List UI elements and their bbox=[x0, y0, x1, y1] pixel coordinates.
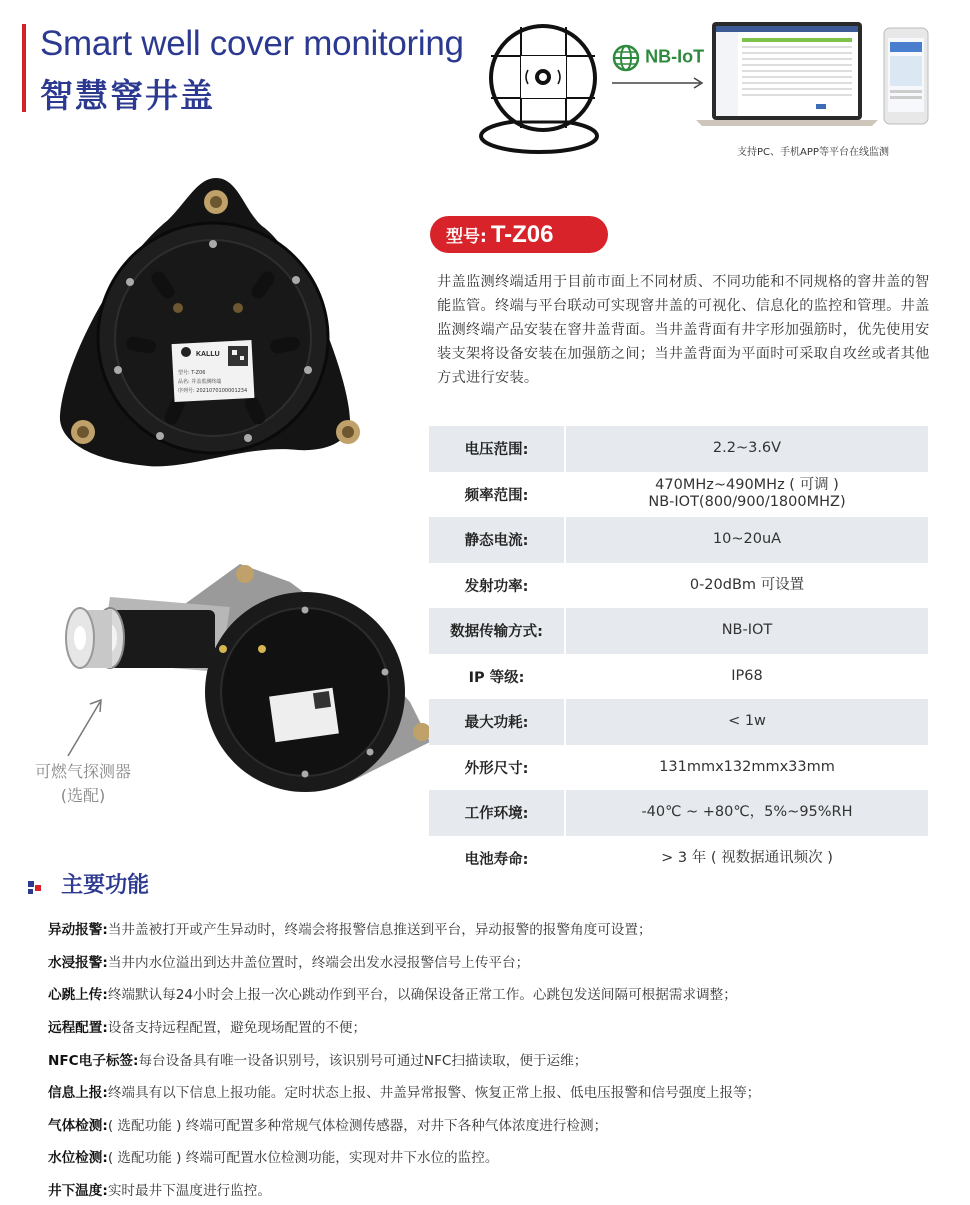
feature-item bbox=[48, 1140, 953, 1173]
feature-item bbox=[48, 1075, 953, 1108]
feature-item bbox=[48, 1042, 953, 1075]
feature-label: 水位检测: bbox=[48, 1150, 108, 1167]
spec-value-line: > 3 年 ( 视数据通讯频次 ) bbox=[661, 849, 833, 866]
spec-value bbox=[566, 440, 928, 457]
spec-key: IP 等级: bbox=[429, 654, 566, 700]
spec-value bbox=[566, 531, 928, 548]
spec-key: 外形尺寸: bbox=[429, 745, 566, 791]
feature-text: ( 选配功能 ) 终端可配置多种常规气体检测传感器，对井下各种气体浓度进行检测； bbox=[107, 1117, 608, 1134]
spec-key: 数据传输方式: bbox=[429, 608, 566, 654]
feature-item bbox=[48, 977, 953, 1010]
spec-table bbox=[429, 426, 928, 881]
spec-key: 频率范围: bbox=[429, 472, 566, 518]
gas-detector-optional: (选配) bbox=[60, 786, 106, 805]
spec-key: 电压范围: bbox=[429, 426, 566, 472]
feature-label: 远程配置: bbox=[48, 1020, 108, 1037]
section-marker-icon bbox=[28, 881, 42, 895]
feature-label: 气体检测: bbox=[48, 1117, 108, 1134]
nbiot-logo bbox=[612, 44, 704, 72]
feature-text: 实时最井下温度进行监控。 bbox=[107, 1183, 271, 1200]
spec-row bbox=[429, 608, 928, 654]
feature-text: 当井内水位溢出到达井盖位置时，终端会出发水浸报警信号上传平台； bbox=[107, 954, 530, 971]
features-title: 主要功能 bbox=[61, 873, 150, 898]
laptop-phone-illustration bbox=[696, 18, 936, 130]
spec-key: 工作环境: bbox=[429, 790, 566, 836]
spec-row bbox=[429, 699, 928, 745]
spec-key: 发射功率: bbox=[429, 563, 566, 609]
device-brand-label: KALLU bbox=[196, 351, 220, 358]
feature-label: 水浸报警: bbox=[48, 954, 108, 971]
feature-label: 井下温度: bbox=[48, 1183, 108, 1200]
spec-value bbox=[566, 477, 928, 511]
title-accent-bar bbox=[22, 24, 26, 112]
spec-row bbox=[429, 790, 928, 836]
spec-value-line: 0-20dBm 可设置 bbox=[689, 576, 805, 593]
feature-label: NFC电子标签: bbox=[48, 1052, 139, 1069]
feature-label: 异动报警: bbox=[48, 922, 108, 939]
spec-value bbox=[566, 668, 928, 685]
gas-detector-label bbox=[18, 760, 148, 808]
feature-item bbox=[48, 1173, 953, 1205]
globe-icon bbox=[612, 44, 640, 72]
feature-label: 信息上报: bbox=[48, 1085, 108, 1102]
feature-text: 当井盖被打开或产生异动时，终端会将报警信息推送到平台，异动报警的报警角度可设置； bbox=[107, 922, 652, 939]
spec-value-line: 10~20uA bbox=[712, 531, 782, 548]
feature-text: 终端默认每24小时会上报一次心跳动作到平台，以确保设备正常工作。心跳包发送间隔可根据需求调整； bbox=[107, 987, 737, 1004]
gas-detector-name: 可燃气探测器 bbox=[34, 762, 131, 781]
model-badge bbox=[430, 216, 608, 253]
feature-text: 每台设备具有唯一设备识别号，该识别号可通过NFC扫描读取，便于运维； bbox=[138, 1052, 588, 1069]
page-title-en: Smart well cover monitoring bbox=[40, 24, 464, 63]
spec-row bbox=[429, 517, 928, 563]
spec-value-line: 131mmx132mmx33mm bbox=[659, 758, 835, 775]
feature-item bbox=[48, 945, 953, 978]
spec-row bbox=[429, 472, 928, 518]
nbiot-label: NB-IoT bbox=[645, 46, 705, 67]
spec-value-line: < 1w bbox=[728, 713, 766, 730]
features-list bbox=[48, 912, 953, 1205]
device-label-name: 品名: 井盖监测终端 bbox=[178, 379, 222, 385]
spec-row bbox=[429, 563, 928, 609]
feature-label: 心跳上传: bbox=[48, 987, 108, 1004]
spec-value-line: -40℃ ~ +80℃，5%~95%RH bbox=[641, 804, 853, 821]
spec-value bbox=[566, 622, 928, 639]
spec-row bbox=[429, 745, 928, 791]
spec-row bbox=[429, 426, 928, 472]
pointer-arrow-icon bbox=[60, 696, 110, 760]
spec-value-line: IP68 bbox=[731, 667, 763, 684]
spec-value bbox=[566, 804, 928, 821]
well-cover-diagram bbox=[478, 18, 608, 158]
platform-caption: 支持PC、手机APP等平台在线监测 bbox=[737, 147, 889, 158]
device-photo-front bbox=[48, 170, 378, 480]
feature-item bbox=[48, 1108, 953, 1141]
feature-text: 终端具有以下信息上报功能。定时状态上报、井盖异常报警、恢复正常上报、低电压报警和信号强度上报等； bbox=[107, 1085, 761, 1102]
model-label: 型号: bbox=[446, 227, 487, 247]
model-value: T-Z06 bbox=[490, 220, 554, 248]
spec-row bbox=[429, 654, 928, 700]
spec-key: 最大功耗: bbox=[429, 699, 566, 745]
feature-item bbox=[48, 912, 953, 945]
device-label-model: 型号: T-Z06 bbox=[178, 370, 206, 376]
spec-key: 静态电流: bbox=[429, 517, 566, 563]
product-description: 井盖监测终端适用于目前市面上不同材质、不同功能和不同规格的窨井盖的智能监管。终端与平台联动可实现窨井盖的可视化、信息化的监控和管理。井盖监测终端产品安装在窨井盖背面。当井盖背面有井字形加强筋时，优先使用安装支架将设备安装在加强筋之间；当井盖背面为平面时可采取自攻丝或者其他方式进行安装。 bbox=[437, 274, 930, 386]
feature-text: 设备支持远程配置，避免现场配置的不便； bbox=[107, 1020, 367, 1037]
spec-value-line: NB-IOT(800/900/1800MHZ) bbox=[648, 494, 846, 511]
feature-text: ( 选配功能 ) 终端可配置水位检测功能，实现对井下水位的监控。 bbox=[107, 1150, 499, 1167]
spec-value bbox=[566, 759, 928, 776]
page-title-cn: 智慧窨井盖 bbox=[40, 76, 215, 115]
spec-value-line: 470MHz~490MHz ( 可调 ) bbox=[655, 477, 839, 494]
spec-value bbox=[566, 850, 928, 867]
features-heading bbox=[28, 868, 149, 899]
spec-value bbox=[566, 713, 928, 730]
spec-value-line: NB-IOT bbox=[721, 622, 773, 639]
spec-value bbox=[566, 577, 928, 594]
arrow-right-icon bbox=[610, 76, 706, 90]
spec-key: 电池寿命: bbox=[429, 836, 566, 882]
spec-value-line: 2.2~3.6V bbox=[712, 440, 782, 457]
device-label-serial: 序列号: 2021070100001234 bbox=[178, 388, 248, 394]
feature-item bbox=[48, 1010, 953, 1043]
spec-row bbox=[429, 836, 928, 882]
